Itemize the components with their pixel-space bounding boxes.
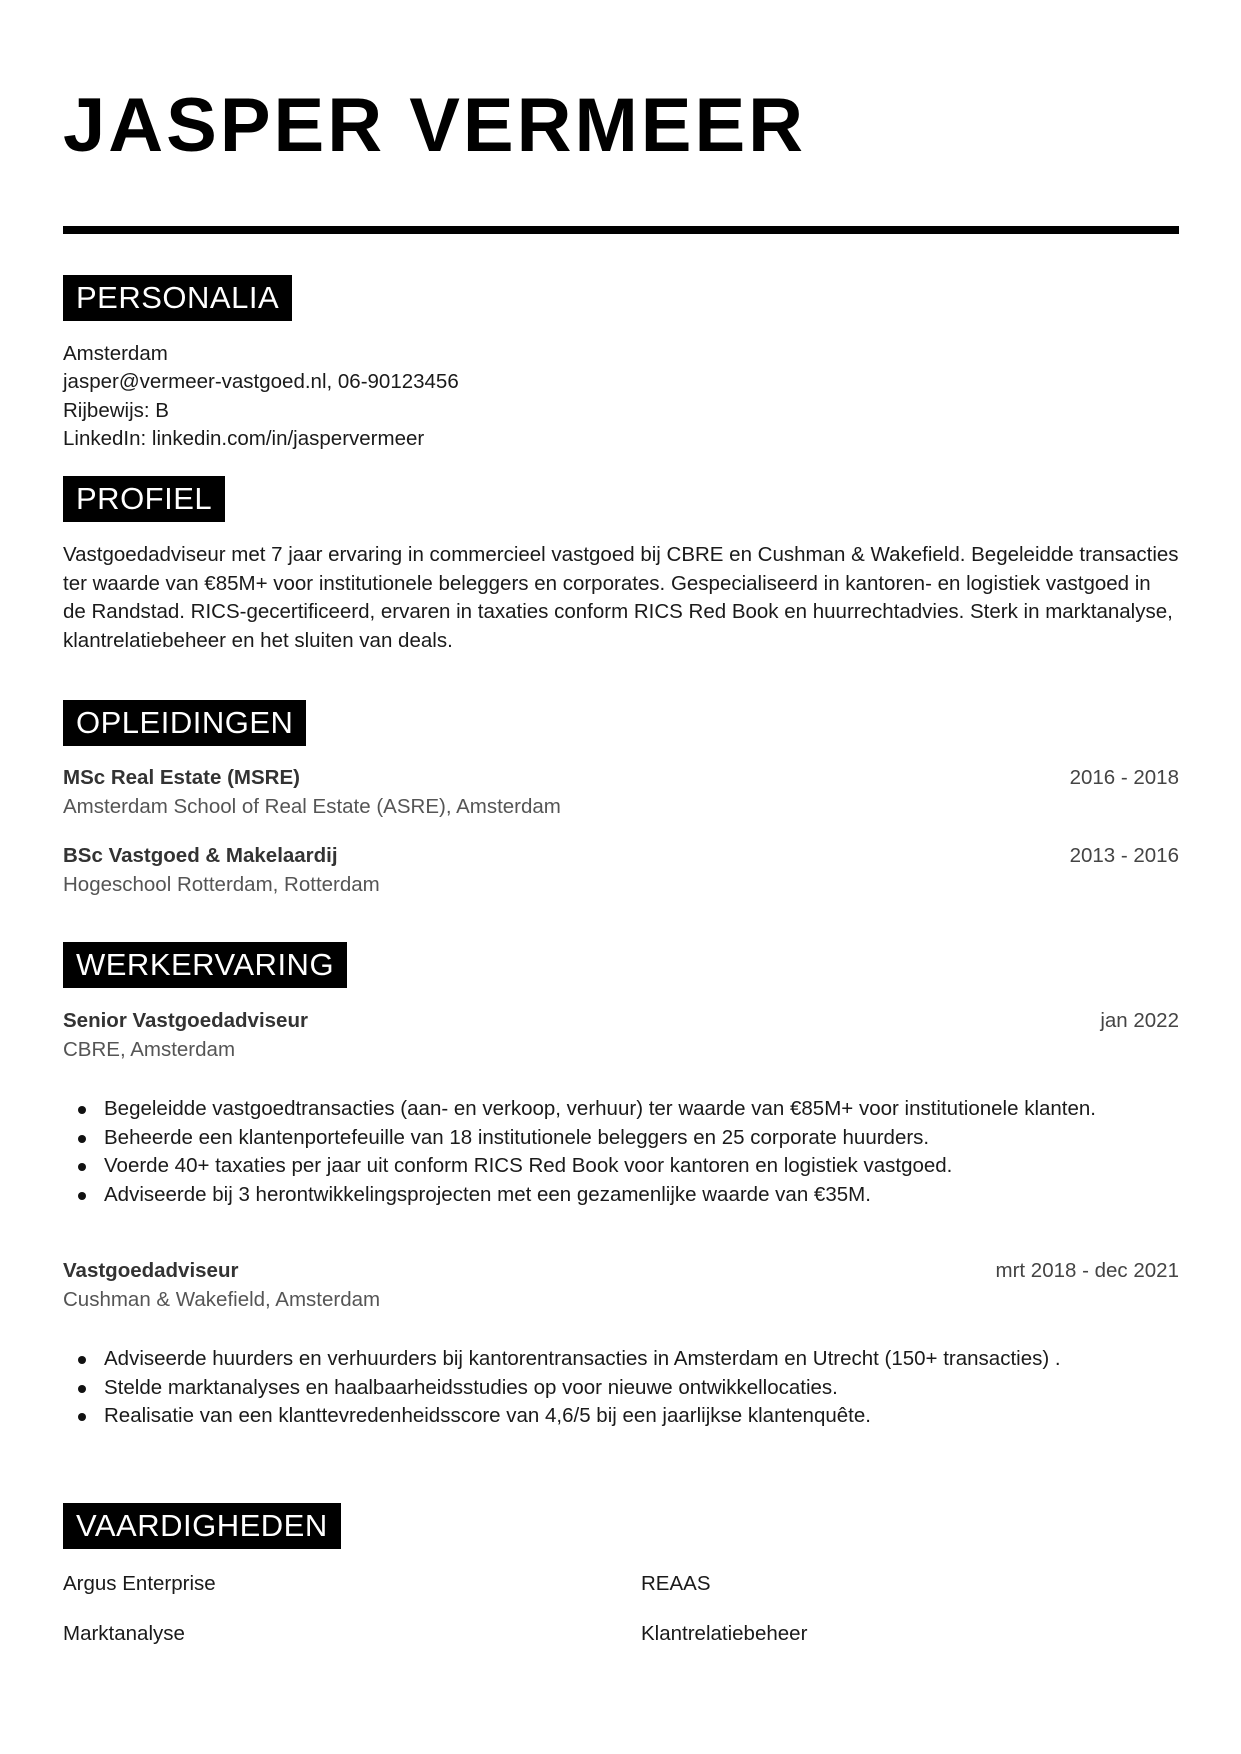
bullet-icon xyxy=(78,1135,86,1143)
personalia-license: Rijbewijs: B xyxy=(63,399,169,422)
job-period: mrt 2018 - dec 2021 xyxy=(995,1259,1179,1282)
list-item: Voerde 40+ taxaties per jaar uit conform RICS Red Book voor kantoren en logistiek vastgoed. xyxy=(63,1152,1179,1181)
personalia-city: Amsterdam xyxy=(63,342,168,365)
education-degree: BSc Vastgoed & Makelaardij xyxy=(63,844,338,867)
job-role: Senior Vastgoedadviseur xyxy=(63,1009,308,1032)
section-title-profiel: PROFIEL xyxy=(63,476,225,522)
skill-item: Marktanalyse xyxy=(63,1622,185,1645)
job-period: jan 2022 xyxy=(1100,1009,1179,1032)
education-period: 2016 - 2018 xyxy=(1069,766,1179,789)
list-item: Begeleidde vastgoedtransacties (aan- en verkoop, verhuur) ter waarde van €85M+ voor institutionele klanten. xyxy=(63,1095,1179,1124)
header-divider xyxy=(63,226,1179,234)
list-item: Realisatie van een klanttevredenheidsscore van 4,6/5 bij een jaarlijkse klantenquête. xyxy=(63,1402,1179,1431)
education-school: Amsterdam School of Real Estate (ASRE), Amsterdam xyxy=(63,795,561,818)
list-item: Beheerde een klantenportefeuille van 18 institutionele beleggers en 25 corporate huurders. xyxy=(63,1124,1179,1153)
skill-item: Argus Enterprise xyxy=(63,1572,216,1595)
job-achievements xyxy=(63,1345,1179,1431)
job-entry xyxy=(63,1009,1179,1037)
bullet-icon xyxy=(78,1163,86,1171)
bullet-icon xyxy=(78,1106,86,1114)
education-degree: MSc Real Estate (MSRE) xyxy=(63,766,300,789)
job-achievements xyxy=(63,1095,1179,1209)
skill-item: REAAS xyxy=(641,1572,711,1595)
education-period: 2013 - 2016 xyxy=(1069,844,1179,867)
profile-summary: Vastgoedadviseur met 7 jaar ervaring in commercieel vastgoed bij CBRE en Cushman & Wakefield. Begeleidde transacties ter waarde van €85M+ voor institutionele beleggers en corporates. Gespecialiseerd in kantoren- en logistiek vastgoed in de Randstad. RICS-gecertificeerd, ervaren in taxaties conform RICS Red Book en huurrechtadvies. Sterk in marktanalyse, klantrelatiebeheer en het sluiten van deals. xyxy=(63,543,1179,652)
bullet-icon xyxy=(78,1192,86,1200)
job-company: Cushman & Wakefield, Amsterdam xyxy=(63,1288,381,1311)
list-item: Adviseerde bij 3 herontwikkelingsprojecten met een gezamenlijke waarde van €35M. xyxy=(63,1181,1179,1210)
bullet-icon xyxy=(78,1385,86,1393)
list-item: Stelde marktanalyses en haalbaarheidsstudies op voor nieuwe ontwikkellocaties. xyxy=(63,1374,1179,1403)
section-title-personalia: PERSONALIA xyxy=(63,275,292,321)
personalia-contact: jasper@vermeer-vastgoed.nl, 06-90123456 xyxy=(63,370,459,393)
education-school: Hogeschool Rotterdam, Rotterdam xyxy=(63,873,380,896)
candidate-name: JASPER VERMEER xyxy=(63,83,807,168)
job-entry xyxy=(63,1259,1179,1287)
education-entry xyxy=(63,766,1179,794)
section-title-vaardigheden: VAARDIGHEDEN xyxy=(63,1503,341,1549)
education-entry xyxy=(63,844,1179,872)
job-role: Vastgoedadviseur xyxy=(63,1259,239,1282)
job-company: CBRE, Amsterdam xyxy=(63,1038,236,1061)
bullet-icon xyxy=(78,1356,86,1364)
list-item: Adviseerde huurders en verhuurders bij kantorentransacties in Amsterdam en Utrecht (150+ transacties) . xyxy=(63,1345,1179,1374)
personalia-linkedin: LinkedIn: linkedin.com/in/jaspervermeer xyxy=(63,427,425,450)
section-title-opleidingen: OPLEIDINGEN xyxy=(63,700,306,746)
bullet-icon xyxy=(78,1413,86,1421)
skill-item: Klantrelatiebeheer xyxy=(641,1622,808,1645)
section-title-werkervaring: WERKERVARING xyxy=(63,942,347,988)
